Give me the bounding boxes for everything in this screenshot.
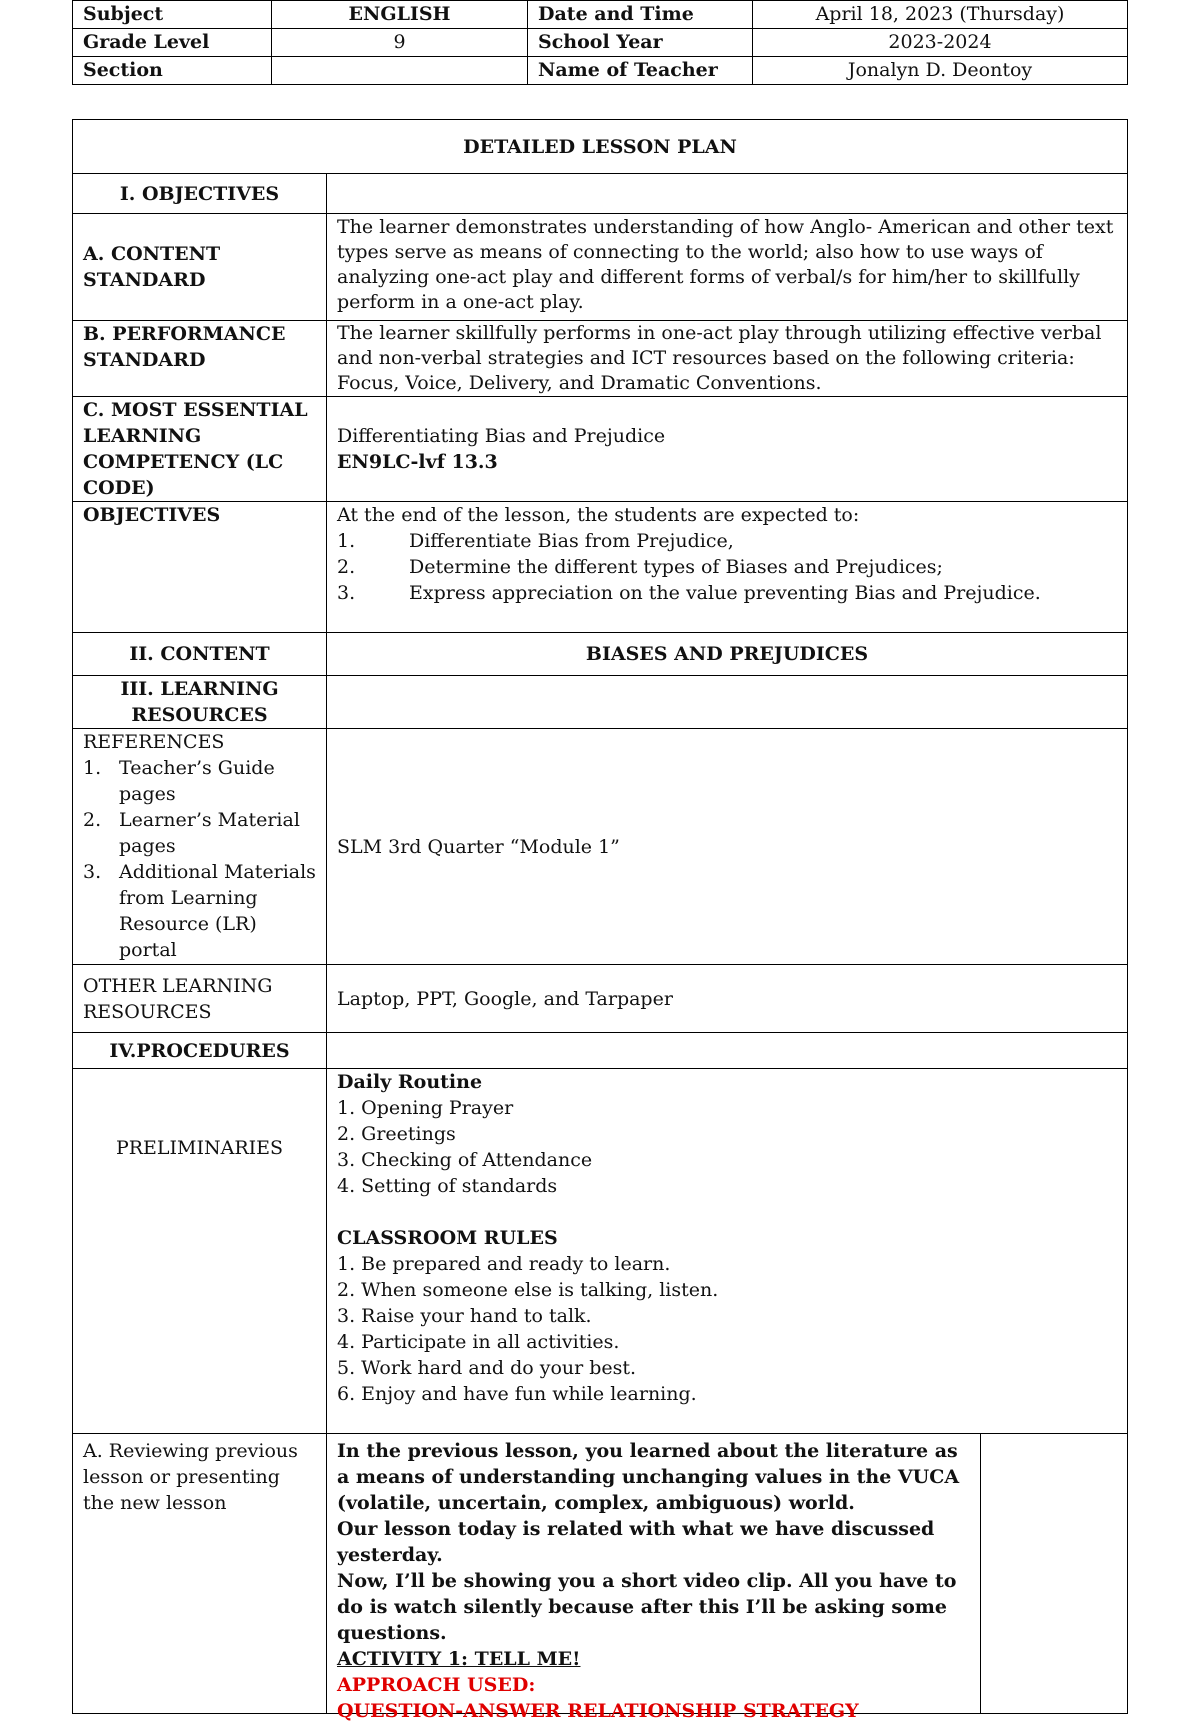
header-row-2 bbox=[73, 29, 1128, 57]
list-item bbox=[83, 807, 316, 859]
review-paragraph-1: In the previous lesson, you learned about the literature as a means of understanding unchanging values in the VUCA (volatile, uncertain, complex, ambiguous) world. bbox=[337, 1440, 960, 1514]
performance-standard-label: B. PERFORMANCE STANDARD bbox=[73, 321, 327, 397]
references-cell bbox=[73, 729, 327, 965]
references-list bbox=[83, 755, 316, 963]
preliminaries-cell bbox=[327, 1069, 1128, 1434]
datetime-label: Date and Time bbox=[528, 1, 753, 29]
item-number: 3. bbox=[83, 861, 102, 883]
list-item: 4. Setting of standards bbox=[337, 1175, 558, 1197]
item-text: Express appreciation on the value preventing Bias and Prejudice. bbox=[409, 582, 1041, 604]
list-item: 5. Work hard and do your best. bbox=[337, 1357, 637, 1379]
performance-standard-row bbox=[73, 321, 1128, 397]
classroom-rules-title: CLASSROOM RULES bbox=[337, 1227, 558, 1249]
preliminaries-row bbox=[73, 1069, 1128, 1434]
references-label: REFERENCES bbox=[83, 731, 225, 753]
objectives-intro: At the end of the lesson, the students are expected to: bbox=[337, 504, 860, 526]
list-item: 4. Participate in all activities. bbox=[337, 1331, 620, 1353]
item-text: Differentiate Bias from Prejudice, bbox=[409, 530, 734, 552]
item-text: Determine the different types of Biases and Prejudices; bbox=[409, 556, 943, 578]
content-standard-text: The learner demonstrates understanding of how Anglo- American and other text types serve as means of connecting to the world; also how to use ways of analyzing one-act play and different forms of verbal/s for him/her to skillfully perform in a one-act play. bbox=[327, 214, 1128, 321]
item-number: 1. bbox=[337, 530, 356, 552]
strategy-label: QUESTION-ANSWER RELATIONSHIP STRATEGY bbox=[337, 1700, 859, 1722]
review-paragraph-2: Our lesson today is related with what we have discussed yesterday. bbox=[337, 1518, 935, 1566]
objectives-list bbox=[337, 528, 1117, 606]
list-item: 2. Greetings bbox=[337, 1123, 456, 1145]
list-item: 2. When someone else is talking, listen. bbox=[337, 1279, 719, 1301]
resources-heading: III. LEARNING RESOURCES bbox=[73, 676, 327, 729]
procedures-heading: IV.PROCEDURES bbox=[73, 1033, 327, 1069]
header-table bbox=[72, 0, 1128, 85]
list-item bbox=[83, 755, 316, 807]
list-item bbox=[337, 580, 1117, 606]
plan-title: DETAILED LESSON PLAN bbox=[73, 120, 1128, 174]
list-item bbox=[83, 859, 316, 963]
objectives-heading-empty bbox=[327, 174, 1128, 214]
teacher-value: Jonalyn D. Deontoy bbox=[753, 57, 1128, 85]
item-number: 2. bbox=[83, 809, 102, 831]
item-text: Learner’s Material pages bbox=[119, 809, 300, 857]
other-resources-row bbox=[73, 965, 1128, 1033]
subject-value: ENGLISH bbox=[272, 1, 528, 29]
review-content bbox=[337, 1438, 970, 1722]
schoolyear-value: 2023-2024 bbox=[753, 29, 1128, 57]
procedures-heading-row bbox=[73, 1033, 1128, 1069]
melc-label: C. MOST ESSENTIAL LEARNING COMPETENCY (LC CODE) bbox=[73, 397, 327, 502]
review-side-empty bbox=[981, 1434, 1128, 1714]
objectives-cell bbox=[327, 502, 1128, 633]
activity-title: ACTIVITY 1: TELL ME! bbox=[337, 1648, 581, 1670]
objectives-row bbox=[73, 502, 1128, 633]
melc-cell bbox=[327, 397, 1128, 502]
item-number: 1. bbox=[83, 757, 102, 779]
list-item bbox=[337, 528, 1117, 554]
title-row bbox=[73, 120, 1128, 174]
list-item bbox=[337, 554, 1117, 580]
preliminaries-label: PRELIMINARIES bbox=[73, 1069, 327, 1434]
review-paragraph-3: Now, I’ll be showing you a short video clip. All you have to do is watch silently because after this I’ll be asking some questions. bbox=[337, 1570, 957, 1644]
review-cell bbox=[327, 1434, 981, 1722]
list-item: 1. Opening Prayer bbox=[337, 1097, 514, 1119]
grade-value: 9 bbox=[272, 29, 528, 57]
spacer bbox=[337, 1199, 1117, 1225]
other-resources-label: OTHER LEARNING RESOURCES bbox=[73, 965, 327, 1033]
objectives-heading-row bbox=[73, 174, 1128, 214]
melc-code: EN9LC-lvf 13.3 bbox=[337, 451, 498, 473]
section-value bbox=[272, 57, 528, 85]
objectives-heading: I. OBJECTIVES bbox=[73, 174, 327, 214]
item-text: Additional Materials from Learning Resource (LR) portal bbox=[119, 861, 316, 961]
resources-heading-row bbox=[73, 676, 1128, 729]
content-standard-label: A. CONTENT STANDARD bbox=[73, 214, 327, 321]
header-row-1 bbox=[73, 1, 1128, 29]
list-item: 6. Enjoy and have fun while learning. bbox=[337, 1383, 697, 1405]
review-label: A. Reviewing previous lesson or presenting the new lesson bbox=[73, 1434, 327, 1714]
item-number: 2. bbox=[337, 556, 356, 578]
section-label: Section bbox=[73, 57, 272, 85]
performance-standard-text: The learner skillfully performs in one-act play through utilizing effective verbal and non-verbal strategies and ICT resources based on the following criteria: Focus, Voice, Delivery, and Dramatic Conventions. bbox=[327, 321, 1128, 397]
procedures-heading-empty bbox=[327, 1033, 1128, 1069]
list-item: 3. Raise your hand to talk. bbox=[337, 1305, 592, 1327]
lesson-plan-table bbox=[72, 119, 1128, 1722]
approach-label: APPROACH USED: bbox=[337, 1674, 536, 1696]
item-number: 3. bbox=[337, 582, 356, 604]
content-heading: II. CONTENT bbox=[73, 633, 327, 676]
list-item: 1. Be prepared and ready to learn. bbox=[337, 1253, 671, 1275]
header-row-3 bbox=[73, 57, 1128, 85]
content-standard-row bbox=[73, 214, 1128, 321]
teacher-label: Name of Teacher bbox=[528, 57, 753, 85]
datetime-value: April 18, 2023 (Thursday) bbox=[753, 1, 1128, 29]
other-resources-value: Laptop, PPT, Google, and Tarpaper bbox=[327, 965, 1128, 1033]
objectives-label: OBJECTIVES bbox=[73, 502, 327, 633]
resources-heading-empty bbox=[327, 676, 1128, 729]
content-row bbox=[73, 633, 1128, 676]
review-row bbox=[73, 1434, 1128, 1714]
content-value: BIASES AND PREJUDICES bbox=[327, 633, 1128, 676]
references-row bbox=[73, 729, 1128, 965]
item-text: Teacher’s Guide pages bbox=[119, 757, 275, 805]
melc-row bbox=[73, 397, 1128, 502]
list-item: 3. Checking of Attendance bbox=[337, 1149, 593, 1171]
subject-label: Subject bbox=[73, 1, 272, 29]
references-value: SLM 3rd Quarter “Module 1” bbox=[327, 729, 1128, 965]
schoolyear-label: School Year bbox=[528, 29, 753, 57]
melc-text: Differentiating Bias and Prejudice bbox=[337, 425, 666, 447]
grade-label: Grade Level bbox=[73, 29, 272, 57]
daily-routine-title: Daily Routine bbox=[337, 1071, 483, 1093]
